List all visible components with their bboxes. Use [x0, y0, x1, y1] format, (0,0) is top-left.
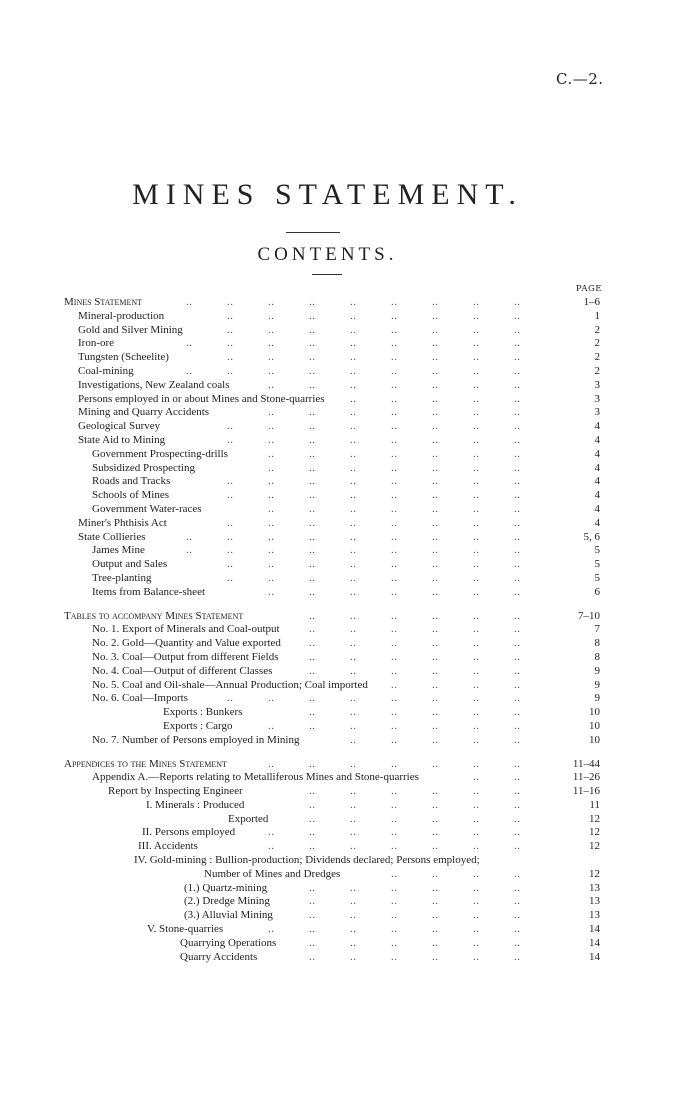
toc-page: 14: [589, 936, 600, 949]
toc-entry: Government Water-races .. .. .. .. .. .. .. 4: [92, 502, 600, 515]
toc-entry: Exported .. .. .. .. .. .. 12: [228, 812, 600, 825]
toc-entry: Quarry Accidents .. .. .. .. .. .. 14: [180, 950, 600, 963]
toc-label: Coal-mining: [78, 364, 134, 377]
toc-label: Subsidized Prospecting: [92, 461, 195, 474]
toc-page: 1–6: [583, 296, 600, 308]
toc-entry: Roads and Tracks .. .. .. .. .. .. .. .. 4: [92, 475, 600, 488]
toc-page: 13: [589, 909, 600, 922]
toc-page: 4: [594, 502, 600, 515]
toc-entry: Iron-ore .. .. .. .. .. .. .. .. .. 2: [78, 337, 600, 350]
toc-entry: Gold and Silver Mining .. .. .. .. .. .. .. .. 2: [78, 323, 600, 336]
toc-entry: I. Minerals : Produced .. .. .. .. .. .. 11: [146, 798, 600, 811]
toc-label: State Aid to Mining: [78, 433, 166, 446]
toc-page: 8: [594, 637, 600, 650]
toc-page: 12: [589, 867, 600, 880]
toc-entry: Tree-planting .. .. .. .. .. .. .. .. 5: [92, 571, 600, 584]
toc-page: 11–16: [572, 785, 600, 798]
toc-entry: Mineral-production .. .. .. .. .. .. .. .. 1: [78, 309, 600, 322]
toc-label: Tree-planting: [92, 571, 152, 584]
toc-page: 11–26: [572, 771, 600, 784]
toc-label: Output and Sales: [92, 558, 168, 571]
toc-label: Quarry Accidents: [180, 950, 258, 963]
title-divider: [286, 232, 340, 233]
toc-label: Tables to accompany Mines Statement: [64, 609, 244, 622]
toc-page: 2: [594, 351, 600, 364]
toc-page: 2: [594, 364, 600, 377]
toc-entry: (2.) Dredge Mining .. .. .. .. .. .. 13: [184, 895, 600, 908]
toc-label: Investigations, New Zealand coals: [78, 378, 230, 391]
page-title: MINES STATEMENT.: [132, 178, 523, 211]
toc-label: Mining and Quarry Accidents: [78, 406, 210, 419]
toc-page: 9: [594, 678, 600, 691]
toc-entry: Output and Sales .. .. .. .. .. .. .. .. 5: [92, 558, 600, 571]
toc-page: 4: [594, 489, 600, 502]
toc-page: 10: [589, 706, 600, 719]
toc-label: Gold and Silver Mining: [78, 323, 183, 336]
toc-page: 11–44: [572, 757, 600, 770]
toc-page: 2: [594, 323, 600, 336]
toc-entry: Miner's Phthisis Act .. .. .. .. .. .. .. .. 4: [78, 516, 600, 529]
toc-entry: Investigations, New Zealand coals .. .. .. .. .. .. .. 3: [78, 378, 600, 391]
toc-label: Miner's Phthisis Act: [78, 516, 167, 529]
toc-page: 4: [594, 475, 600, 488]
toc-entry: (3.) Alluvial Mining .. .. .. .. .. .. 13: [184, 909, 600, 922]
toc-page: 10: [589, 733, 600, 746]
toc-page: 3: [594, 406, 600, 419]
toc-entry: State Aid to Mining .. .. .. .. .. .. .. .. 4: [78, 433, 600, 446]
toc-entry: No. 5. Coal and Oil-shale—Annual Production; Coal imported .. .. .. .. 9: [92, 678, 600, 691]
toc-entry: No. 2. Gold—Quantity and Value exported .. .. .. .. .. .. 8: [92, 637, 600, 650]
toc-label: Appendix A.—Reports relating to Metalliferous Mines and Stone-quarries: [92, 771, 419, 784]
toc-page: 13: [589, 881, 600, 894]
toc-page: 10: [589, 719, 600, 732]
toc-page: 12: [589, 826, 600, 839]
toc-page: 1: [594, 309, 600, 322]
toc-page: 3: [594, 378, 600, 391]
toc-page: 14: [589, 950, 600, 963]
contents-heading: CONTENTS.: [257, 244, 398, 265]
toc-entry: Report by Inspecting Engineer .. .. .. .. .. .. 11–16: [108, 785, 600, 798]
toc-entry: Quarrying Operations .. .. .. .. .. .. 14: [180, 936, 600, 949]
toc-page: 14: [589, 923, 600, 936]
toc-entry: Mines Statement .. .. .. .. .. .. .. .. .. 1–6: [64, 296, 600, 308]
toc-label: Mineral-production: [78, 309, 165, 322]
toc-page: 13: [589, 895, 600, 908]
toc-entry: Tungsten (Scheelite) .. .. .. .. .. .. .. .. 2: [78, 351, 600, 364]
contents-divider: [312, 274, 342, 275]
toc-entry: Exports : Bunkers .. .. .. .. .. .. 10: [163, 706, 600, 719]
toc-label: No. 7. Number of Persons employed in Mining: [92, 733, 300, 746]
toc-page: 12: [589, 840, 600, 853]
toc-entry: Mining and Quarry Accidents .. .. .. .. .. .. .. 3: [78, 406, 600, 419]
toc-label: No. 3. Coal—Output from different Fields: [92, 650, 279, 663]
toc-label: Tungsten (Scheelite): [78, 351, 169, 364]
toc-label: No. 2. Gold—Quantity and Value exported: [92, 637, 281, 650]
toc-entry: II. Persons employed .. .. .. .. .. .. .. 12: [142, 826, 600, 839]
toc-label: No. 5. Coal and Oil-shale—Annual Production; Coal imported: [92, 678, 368, 691]
toc-page: 5: [594, 544, 600, 557]
toc-page: 7–10: [578, 609, 600, 622]
toc-page: 4: [594, 433, 600, 446]
toc-page: 11: [589, 798, 600, 811]
toc-label: James Mine: [92, 544, 145, 557]
toc-entry: III. Accidents .. .. .. .. .. .. .. 12: [138, 840, 600, 853]
toc-page: 5: [594, 558, 600, 571]
toc-label: No. 6. Coal—Imports: [92, 692, 188, 705]
toc-page: 4: [594, 447, 600, 460]
toc-page: 8: [594, 650, 600, 663]
toc-entry: No. 7. Number of Persons employed in Mining .. .. .. .. .. 10: [92, 733, 600, 746]
toc-entry: V. Stone-quarries .. .. .. .. .. .. .. 14: [147, 923, 600, 936]
toc-entry: Appendix A.—Reports relating to Metalliferous Mines and Stone-quarries .. .. 11–26: [92, 771, 600, 784]
toc-entry: Tables to accompany Mines Statement .. .. .. .. .. .. 7–10: [64, 609, 600, 622]
toc-label: Schools of Mines: [92, 489, 169, 502]
toc-page: 9: [594, 664, 600, 677]
toc-label: Number of Mines and Dredges: [204, 867, 341, 880]
toc-entry: Exports : Cargo .. .. .. .. .. .. .. 10: [163, 719, 600, 732]
page-column-heading: PAGE: [575, 284, 602, 294]
toc-label: Iron-ore: [78, 337, 115, 350]
document-code: C.—2.: [556, 70, 604, 88]
toc-entry: Items from Balance-sheet .. .. .. .. .. .. .. 6: [92, 585, 600, 598]
toc-page: 5: [594, 571, 600, 584]
toc-entry: James Mine .. .. .. .. .. .. .. .. .. 5: [92, 544, 600, 557]
toc-entry: [0, 854, 700, 868]
toc-label: Report by Inspecting Engineer: [108, 785, 243, 798]
toc-label: State Collieries: [78, 530, 146, 543]
toc-page: 7: [594, 623, 600, 636]
toc-entry: State Collieries .. .. .. .. .. .. .. .. .. 5, 6: [78, 530, 600, 543]
toc-label: (1.) Quartz-mining: [184, 881, 268, 894]
toc-label: Government Prospecting-drills: [92, 447, 228, 460]
toc-entry: Geological Survey .. .. .. .. .. .. .. .. 4: [78, 420, 600, 433]
toc-label: IV. Gold-mining : Bullion-production; Dividends declared; Persons employed;: [134, 854, 480, 867]
toc-label: Appendices to the Mines Statement: [64, 757, 227, 770]
toc-label: Items from Balance-sheet: [92, 585, 206, 598]
toc-entry: No. 6. Coal—Imports .. .. .. .. .. .. .. .. 9: [92, 692, 600, 705]
toc-label: Exports : Cargo: [163, 719, 233, 732]
toc-entry: (1.) Quartz-mining .. .. .. .. .. .. 13: [184, 881, 600, 894]
toc-entry: Persons employed in or about Mines and Stone-quarries .. .. .. .. .. 3: [78, 392, 600, 405]
toc-page: 12: [589, 812, 600, 825]
toc-entry: Appendices to the Mines Statement .. .. .. .. .. .. .. 11–44: [64, 757, 600, 770]
toc-page: 4: [594, 516, 600, 529]
toc-label: (2.) Dredge Mining: [184, 895, 270, 908]
toc-page: 4: [594, 420, 600, 433]
toc-label: Government Water-races: [92, 502, 202, 515]
toc-page: 6: [594, 585, 600, 598]
toc-label: Roads and Tracks: [92, 475, 171, 488]
toc-label: (3.) Alluvial Mining: [184, 909, 273, 922]
toc-label: I. Minerals : Produced: [146, 798, 245, 811]
toc-entry: Number of Mines and Dredges .. .. .. .. 12: [204, 867, 600, 880]
toc-page: 3: [594, 392, 600, 405]
toc-label: II. Persons employed: [142, 826, 236, 839]
toc-entry: No. 4. Coal—Output of different Classes .. .. .. .. .. .. 9: [92, 664, 600, 677]
table-of-contents: [0, 296, 700, 964]
toc-page: 2: [594, 337, 600, 350]
toc-entry: No. 1. Export of Minerals and Coal-output .. .. .. .. .. .. 7: [92, 623, 600, 636]
toc-page: 4: [594, 461, 600, 474]
toc-entry: Schools of Mines .. .. .. .. .. .. .. .. 4: [92, 489, 600, 502]
toc-label: Exports : Bunkers: [163, 706, 243, 719]
toc-entry: No. 3. Coal—Output from different Fields .. .. .. .. .. .. 8: [92, 650, 600, 663]
toc-label: V. Stone-quarries: [147, 923, 224, 936]
toc-label: Geological Survey: [78, 420, 161, 433]
toc-entry: Subsidized Prospecting .. .. .. .. .. .. .. 4: [92, 461, 600, 474]
toc-label: Mines Statement: [64, 296, 142, 308]
toc-entry: Government Prospecting-drills .. .. .. .. .. .. .. 4: [92, 447, 600, 460]
toc-page: 5, 6: [583, 530, 600, 543]
toc-label: III. Accidents: [138, 840, 198, 853]
toc-label: Exported: [228, 812, 269, 825]
toc-label: Persons employed in or about Mines and Stone-quarries: [78, 392, 325, 405]
toc-label: No. 4. Coal—Output of different Classes: [92, 664, 273, 677]
toc-label: No. 1. Export of Minerals and Coal-output: [92, 623, 280, 636]
toc-label: Quarrying Operations: [180, 936, 277, 949]
toc-entry: Coal-mining .. .. .. .. .. .. .. .. .. 2: [78, 364, 600, 377]
toc-page: 9: [594, 692, 600, 705]
